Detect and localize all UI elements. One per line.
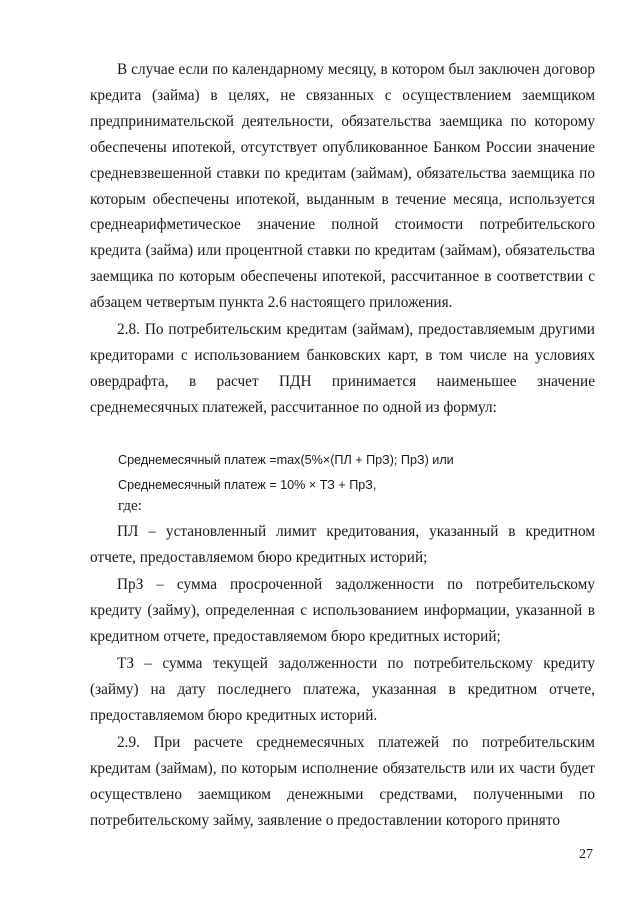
paragraph-mortgage-rate: В случае если по календарному месяцу, в котором был заключен договор кредита (займа) в целях, не связанных с осуществлением заемщиком предпринимательской деятельности, обязательства заемщика по которому обеспечены ипотекой, отсутствует опубликованное Банком России значение средневзвешенной ставки по кредитам (займам), обязательства заемщика по которым обеспечены ипотекой, выданным в течение месяца, используется среднеарифметическое значение полной стоимости потребительского кредита (займа) или процентной ставки по кредитам (займам), обязательства заемщика по которым обеспечены ипотекой, рассчитанное в соответствии с абзацем четвертым пункта 2.6 настоящего приложения. bbox=[90, 61, 595, 312]
where-label: где: bbox=[118, 498, 142, 514]
definition-prz: ПрЗ – сумма просроченной задолженности по потребительскому кредиту (займу), определенная с использованием информации, указанной в кредитном отчете, предоставляемом бюро кредитных историй; bbox=[90, 576, 595, 645]
definition-tz: ТЗ – сумма текущей задолженности по потребительскому кредиту (займу) на дату последнего платежа, указанная в кредитном отчете, предоставляемом бюро кредитных историй. bbox=[90, 655, 595, 724]
paragraph-2-8: 2.8. По потребительским кредитам (займам), предоставляемым другими кредиторами с использованием банковских карт, в том числе на условиях овердрафта, в расчет ПДН принимается наименьшее значение среднемесячных платежей, рассчитанное по одной из формул: bbox=[90, 321, 595, 416]
formula-monthly-payment-10pct: Среднемесячный платеж = 10% × ТЗ + ПрЗ, bbox=[118, 478, 377, 492]
definition-pl: ПЛ – установленный лимит кредитования, указанный в кредитном отчете, предоставляемом бюро кредитных историй; bbox=[90, 523, 595, 566]
page-number: 27 bbox=[579, 847, 593, 862]
paragraph-2-9: 2.9. При расчете среднемесячных платежей по потребительским кредитам (займам), по которым исполнение обязательств или их части будет осуществлено заемщиком денежными средствами, полученными по потребительскому займу, заявление о предоставлении которого принято bbox=[90, 734, 595, 829]
formula-monthly-payment-max: Среднемесячный платеж =max(5%×(ПЛ + ПрЗ); ПрЗ) или bbox=[118, 453, 454, 467]
